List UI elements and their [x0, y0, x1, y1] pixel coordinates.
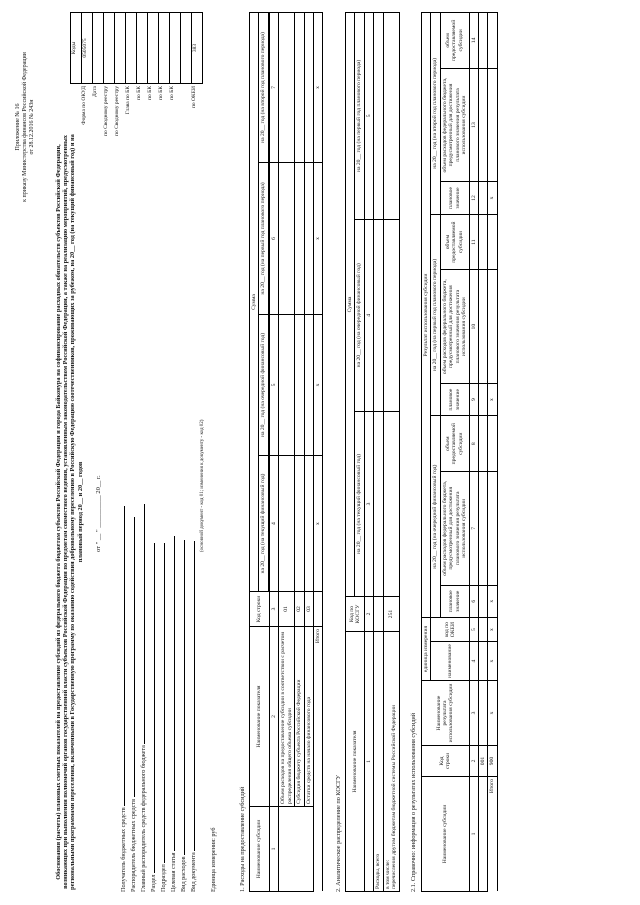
code-value: [126, 13, 137, 83]
col-num: 4: [469, 642, 478, 681]
col-header: на 20__ год (на второй год планового периода): [259, 13, 268, 163]
row-code: 001: [478, 746, 487, 777]
row-code: 900: [488, 746, 497, 777]
col-header: на 20__ год (на текущий финансовый год): [259, 456, 268, 592]
col-header: Наименование результата использования субсидии: [422, 681, 470, 746]
col-header: Код строки: [422, 746, 470, 777]
total-label: Итого: [313, 627, 322, 892]
col-header: плановое значение: [440, 585, 469, 617]
codes-title: Коды: [71, 13, 82, 83]
col-num: 3: [469, 681, 478, 746]
col-header: объем расходов федерального бюджета, предусмотренный для достижения планового значения результата использования субсидии: [440, 270, 469, 383]
col-header: единица измерения: [422, 618, 431, 681]
x-mark: х: [488, 642, 497, 681]
col-header: на 20__ год (на очередной финансовый год): [355, 219, 364, 411]
row-code: 01: [279, 592, 295, 627]
x-mark: х: [488, 383, 497, 415]
section-3-table: [421, 12, 498, 892]
col-num: 11: [469, 214, 478, 270]
code-label: по Сводному реестру: [103, 86, 109, 136]
col-num: 5: [269, 314, 278, 455]
table-row: [295, 13, 304, 892]
table-row: [478, 13, 487, 892]
col-num: 4: [269, 456, 278, 592]
codes-box: [70, 12, 203, 84]
field-label: Целевая статья: [170, 852, 177, 892]
x-mark: х: [488, 585, 497, 617]
code-label: по Сводному реестру: [114, 86, 120, 136]
col-header: Результат использования субсидии: [422, 13, 431, 618]
annex-line: от 28.12.2016 № 243н: [28, 99, 35, 155]
col-header: Сумма: [250, 13, 259, 592]
col-header: на 20__ год (на очередной финансовый год): [431, 416, 440, 618]
code-value: 383: [192, 43, 198, 53]
col-num: 3: [364, 411, 373, 596]
col-num: 7: [269, 13, 278, 163]
col-header: объем предоставляемой субсидии: [440, 416, 469, 472]
col-header: на 20__ год (на второй год планового периода): [431, 13, 440, 215]
code-value: [137, 13, 148, 83]
col-num: 2: [469, 746, 478, 777]
code-label: по БК: [158, 86, 164, 100]
table-row: [374, 13, 383, 892]
col-num: 3: [269, 592, 278, 627]
col-num: 4: [364, 219, 373, 411]
code-label: по БК: [147, 86, 153, 100]
table-row: [279, 13, 295, 892]
col-header: на 20__ год (на текущий финансовый год): [355, 411, 364, 596]
col-header: на 20__ год (на очередной финансовый год): [259, 314, 268, 455]
row-label: Расходы, всего: [374, 632, 383, 892]
col-header: Сумма: [346, 13, 355, 597]
col-header: объем предоставляемой субсидии: [440, 214, 469, 270]
code-value: [159, 13, 170, 83]
row-label: Остатки средств на начало финансового года: [304, 627, 313, 807]
field-label: Единица измерения: руб: [210, 827, 217, 892]
field-label: Распорядитель бюджетных средств: [130, 798, 137, 892]
col-header: Код строки: [250, 592, 270, 627]
code-value: [148, 13, 159, 83]
col-num: 9: [469, 383, 478, 415]
section-1-table: [249, 12, 323, 892]
code-value: 0505075: [82, 13, 93, 83]
row-sublabel: перечисления другим бюджетам бюджетной системы Российской Федерации: [391, 705, 398, 889]
code-value: [104, 13, 115, 83]
col-num: 6: [269, 163, 278, 315]
col-header: объем расходов федерального бюджета, предусмотренный для достижения планового значения результата использования субсидии: [440, 68, 469, 181]
section-2-title: 2. Аналитическое распределение по КОСГУ: [335, 775, 342, 892]
col-header: на 20__ год (на первый год планового периода): [355, 13, 364, 220]
col-header: плановое значение: [440, 182, 469, 214]
row-code: 251: [383, 597, 399, 632]
x-mark: х: [488, 681, 497, 746]
code-value: [93, 13, 104, 83]
col-num: 8: [469, 416, 478, 472]
header-fields: [120, 292, 220, 892]
total-row: [488, 13, 497, 892]
field-label: Главный распорядитель средств федерального бюджета: [140, 745, 147, 892]
code-value: [170, 13, 181, 83]
code-label: по БК: [169, 86, 175, 100]
section-3-title: 2.1. Справочно: информация о результатах использования субсидий: [410, 712, 417, 892]
document-title: Обоснования (расчеты) плановых сметных показателей на предоставление субсидий из федерального бюджета бюджетам субъектов Российской Федерации и города Байконура на софинансирование расходных обязательств субъектов Российской Федерации, возникающих при выполнении полномочий органов государственной власти субъектов Российской Федерации по предметам совместного ведения, установленным законодательством Российской Федерации, а также на реализацию мероприятий, предусмотренных региональными программами переселения, включенными в Государственную программу по оказанию содействия добровольному переселению в Российскую Федерацию соотечественников, проживающих за рубежом, на 20__ год (на текущий финансовый год) и на плановый период 20__ и 20__ годов: [55, 134, 84, 890]
total-label: Итого: [488, 777, 497, 892]
code-label: по БК: [136, 86, 142, 100]
col-num: 10: [469, 270, 478, 383]
table-row: [304, 13, 313, 892]
col-header: на 20__ год (на первый год планового периода): [259, 163, 268, 315]
x-mark: х: [488, 182, 497, 214]
col-header: Наименование показателя: [346, 632, 365, 892]
document-date: от " __ " __________ 20__ г.: [95, 475, 102, 552]
field-label: Подраздел: [160, 864, 167, 892]
col-num: 5: [469, 618, 478, 642]
code-value: [115, 13, 126, 83]
annex-line: к приказу Министерства финансов Российской Федерации: [21, 52, 28, 202]
col-num: 5: [364, 13, 373, 220]
col-header: Наименование субсидии: [422, 777, 470, 892]
col-header: Наименование субсидии: [250, 807, 270, 892]
col-num: 12: [469, 182, 478, 214]
col-num: 6: [469, 585, 478, 617]
code-label: Форма по ОКУД: [81, 86, 87, 125]
x-mark: х: [313, 314, 322, 455]
rotated-sheet: [15, 12, 625, 892]
col-num: 13: [469, 68, 478, 181]
col-header: объем расходов федерального бюджета, предусмотренный для достижения планового значения результата использования субсидии: [440, 472, 469, 585]
code-label: Глава по БК: [125, 86, 131, 115]
codes-labels: [70, 86, 202, 146]
section-1-title: 1. Расходы на предоставление субсидий: [239, 786, 246, 892]
code-label: [180, 86, 191, 146]
col-header: на 20__ год (на первый год планового периода): [431, 214, 440, 416]
field-label: Вид документа: [190, 852, 197, 892]
col-header: наименование: [431, 642, 469, 681]
field-label: Вид расходов: [180, 856, 187, 892]
x-mark: х: [488, 618, 497, 642]
annex-note: [15, 12, 36, 242]
annex-line: Приложение № 16: [15, 103, 21, 151]
row-code: 03: [304, 592, 313, 627]
doc-type-note: (основной документ - код 01; изменения к документу - код 02): [200, 419, 205, 552]
row-label: Объем расходов на предоставление субсидии в соответствии с расчетом распределения общего объема субсидии: [279, 627, 295, 807]
row-code: 02: [295, 592, 304, 627]
col-num: 2: [364, 597, 373, 632]
table-row: [383, 13, 399, 892]
code-value: [181, 13, 192, 83]
field-label: Раздел: [150, 874, 157, 892]
col-header: код по ОКЕИ: [431, 618, 469, 642]
field-label: Получатель бюджетных средств: [120, 807, 127, 892]
col-num: 2: [269, 627, 278, 807]
col-num: 1: [364, 632, 373, 892]
code-label: Дата: [92, 86, 98, 97]
section-2-table: [345, 12, 400, 892]
col-header: плановое значение: [440, 383, 469, 415]
col-num: 1: [269, 807, 278, 892]
col-num: 7: [469, 472, 478, 585]
x-mark: х: [313, 456, 322, 592]
x-mark: х: [313, 163, 322, 315]
col-header: Наименование показателя: [250, 627, 270, 807]
row-label: [383, 632, 399, 892]
col-num: 14: [469, 13, 478, 69]
col-header: объем предоставляемой субсидии: [440, 13, 469, 69]
row-sublabel: в том числе:: [384, 859, 391, 889]
x-mark: х: [313, 13, 322, 163]
col-num: 1: [469, 777, 478, 892]
row-label: Субсидия бюджету субъекта Российской Федерации: [295, 627, 304, 807]
code-label: по ОКЕИ: [191, 86, 197, 109]
total-row: [313, 13, 322, 892]
col-header: Код по КОСГУ: [346, 597, 365, 632]
